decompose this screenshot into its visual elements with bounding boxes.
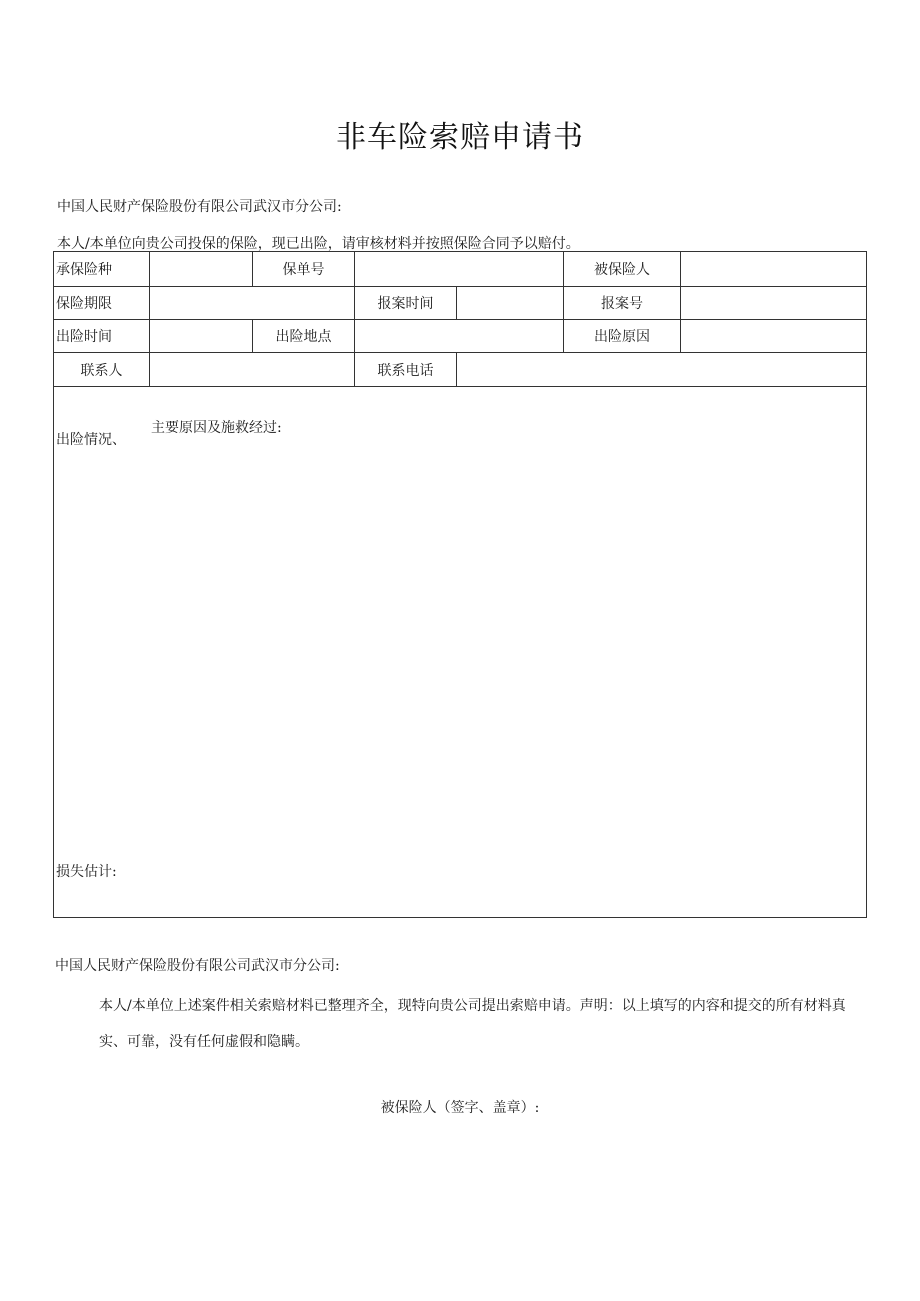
report-no-field[interactable]: [681, 287, 867, 320]
loss-estimate-label: 损失估计:: [56, 864, 117, 880]
intro-statement: 本人/本单位向贵公司投保的保险，现已出险，请审核材料并按照保险合同予以赔付。: [57, 236, 580, 252]
accident-place-field[interactable]: [355, 320, 564, 353]
form-row-4: [54, 353, 867, 387]
contact-label: 联系人: [54, 353, 150, 387]
addressee: 中国人民财产保险股份有限公司武汉市分公司:: [57, 199, 342, 215]
contact-field[interactable]: [150, 353, 355, 387]
accident-time-field[interactable]: [150, 320, 253, 353]
situation-label: 出险情况、: [56, 432, 126, 448]
accident-place-label: 出险地点: [253, 320, 355, 353]
accident-cause-field[interactable]: [681, 320, 867, 353]
closing-addressee: 中国人民财产保险股份有限公司武汉市分公司:: [55, 958, 340, 974]
period-field[interactable]: [150, 287, 355, 320]
report-time-field[interactable]: [457, 287, 564, 320]
claim-form-table: [53, 251, 867, 918]
form-row-2: [54, 287, 867, 320]
form-row-1: [54, 252, 867, 287]
cause-process-label: 主要原因及施救经过:: [151, 420, 282, 436]
insured-field[interactable]: [681, 252, 867, 287]
situation-area[interactable]: [54, 387, 867, 918]
policy-no-field[interactable]: [355, 252, 564, 287]
insurance-type-label: 承保险种: [54, 252, 150, 287]
insured-label: 被保险人: [564, 252, 681, 287]
report-time-label: 报案时间: [355, 287, 457, 320]
phone-field[interactable]: [457, 353, 867, 387]
accident-cause-label: 出险原因: [564, 320, 681, 353]
accident-time-label: 出险时间: [54, 320, 150, 353]
signature-line: 被保险人（签字、盖章）:: [380, 1100, 540, 1116]
page-title: 非车险索赔申请书: [336, 120, 584, 155]
report-no-label: 报案号: [564, 287, 681, 320]
form-row-situation: [54, 387, 867, 918]
phone-label: 联系电话: [355, 353, 457, 387]
period-label: 保险期限: [54, 287, 150, 320]
insurance-type-field[interactable]: [150, 252, 253, 287]
policy-no-label: 保单号: [253, 252, 355, 287]
form-row-3: [54, 320, 867, 353]
declaration-text: 本人/本单位上述案件相关索赔材料已整理齐全，现特向贵公司提出索赔申请。声明：以上填写的内容和提交的所有材料真实、可靠，没有任何虚假和隐瞒。: [99, 998, 846, 1050]
